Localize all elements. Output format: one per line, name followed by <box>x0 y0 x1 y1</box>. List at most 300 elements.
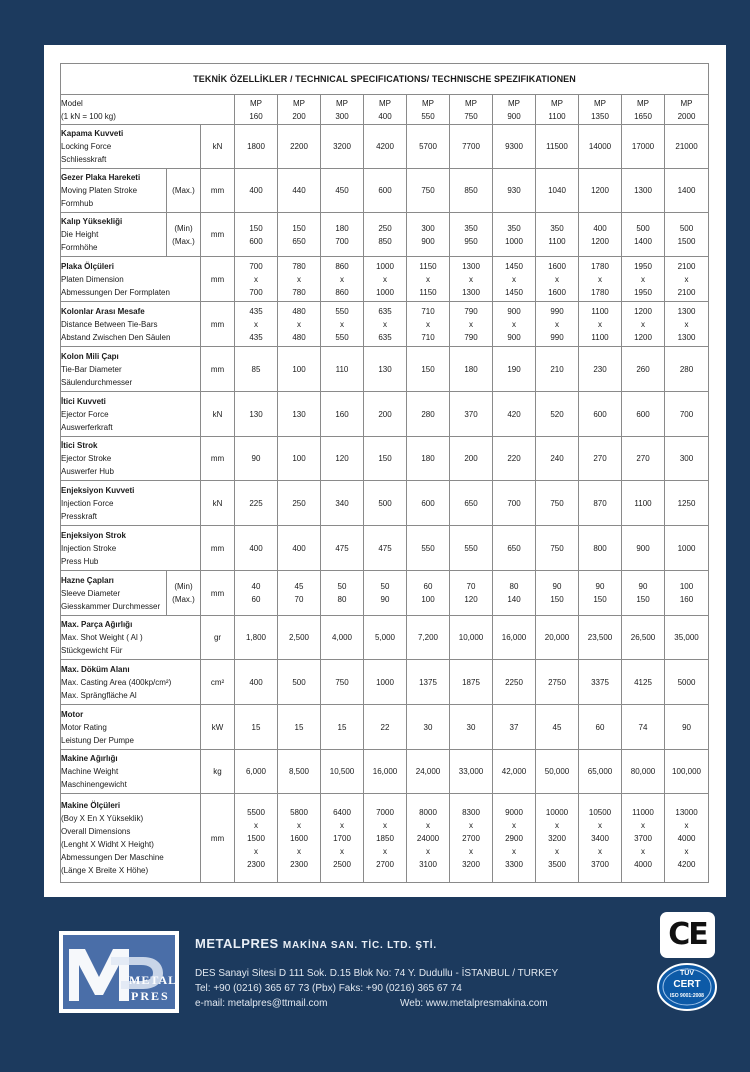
table-cell <box>622 616 665 660</box>
cell-line: 1375 <box>419 677 437 687</box>
cell-line: 35,000 <box>674 633 699 642</box>
cell-line: Säulendurchmesser <box>61 377 133 387</box>
cell-line: 400 <box>593 223 607 233</box>
table-row <box>61 660 709 705</box>
cell-line: 860 <box>335 287 349 297</box>
table-cell <box>278 257 321 302</box>
cell-line: 500 <box>679 223 694 233</box>
cell-line: 1200 <box>634 306 652 316</box>
table-cell <box>321 169 364 213</box>
cell-line: Max. Döküm Alanı <box>61 664 130 674</box>
cell-line: 220 <box>507 454 521 463</box>
table-cell <box>622 392 665 437</box>
cell-line: x <box>684 319 689 329</box>
table-cell <box>493 392 536 437</box>
cell-line: 100 <box>292 364 306 374</box>
cell-line: 1300 <box>677 332 696 342</box>
cell-line: 30 <box>423 722 433 732</box>
table-row <box>61 302 709 347</box>
table-cell <box>665 794 709 883</box>
cell-line: 700 <box>249 287 263 297</box>
cell-line: 80 <box>337 595 347 604</box>
cell-line: 90 <box>595 582 605 591</box>
cell-line: MP <box>293 98 305 108</box>
table-cell <box>235 302 278 347</box>
table-cell <box>622 169 665 213</box>
table-cell <box>407 526 450 571</box>
cell-line: 74 <box>638 722 648 732</box>
table-cell <box>579 169 622 213</box>
cell-line: x <box>254 820 258 830</box>
cell-line: x <box>555 846 559 856</box>
table-cell <box>407 481 450 526</box>
table-row <box>61 347 709 392</box>
table-cell <box>579 392 622 437</box>
table-cell <box>321 347 364 392</box>
table-cell <box>536 794 579 883</box>
cell-line: Max. Sprängfläche Al <box>61 690 137 700</box>
cell-line: 16,000 <box>501 633 527 642</box>
cell-line: 50,000 <box>544 767 570 776</box>
table-cell <box>235 437 278 481</box>
table-cell <box>450 660 493 705</box>
cell-line: 260 <box>636 364 650 374</box>
table-cell <box>536 705 579 750</box>
table-cell <box>450 526 493 571</box>
cell-line: 14000 <box>588 142 612 151</box>
table-cell <box>321 302 364 347</box>
cell-line: 710 <box>421 332 435 342</box>
table-cell <box>235 526 278 571</box>
cell-line: 700 <box>249 261 263 271</box>
cell-line: 4,000 <box>331 633 353 642</box>
table-cell <box>536 437 579 481</box>
cell-line: 60 <box>595 722 605 732</box>
table-cell <box>278 302 321 347</box>
cell-line: 200 <box>378 409 392 419</box>
cell-line: Injection Stroke <box>61 543 117 553</box>
cell-line: x <box>641 274 645 284</box>
row-unit: kg <box>201 750 235 794</box>
model-header <box>622 95 665 125</box>
cell-line: 45 <box>552 722 562 732</box>
table-cell <box>364 750 407 794</box>
cell-line: 1000 <box>505 236 523 246</box>
spec-sheet <box>44 45 726 897</box>
cell-line: x <box>297 274 301 284</box>
table-row <box>61 616 709 660</box>
cell-line: 5500 <box>247 807 265 817</box>
cell-line: x <box>383 846 387 856</box>
row-unit: mm <box>201 526 235 571</box>
table-cell <box>278 705 321 750</box>
table-row <box>61 481 709 526</box>
table-cell <box>450 571 493 616</box>
cell-line: 1200 <box>591 186 609 195</box>
table-cell <box>536 526 579 571</box>
cell-line: 990 <box>550 306 564 316</box>
cell-line: MP <box>336 98 348 108</box>
table-cell <box>450 213 493 257</box>
row-label <box>61 616 201 660</box>
table-cell <box>321 125 364 169</box>
cell-line: 280 <box>421 409 435 419</box>
cell-line: 900 <box>507 111 521 121</box>
cell-line: 2750 <box>548 677 566 687</box>
table-cell <box>536 213 579 257</box>
cell-line: 2700 <box>462 833 480 843</box>
cell-line: 15 <box>294 722 304 732</box>
cell-line: 1350 <box>591 111 609 121</box>
cell-line: 1000 <box>376 261 394 271</box>
cell-line: Kolonlar Arası Mesafe <box>61 306 145 316</box>
cell-line: 37 <box>509 722 519 732</box>
table-cell <box>321 794 364 883</box>
cell-line: 270 <box>593 454 607 463</box>
table-cell <box>493 660 536 705</box>
cell-line: 780 <box>292 287 306 297</box>
cell-line: 3375 <box>591 677 609 687</box>
company-address: DES Sanayi Sitesi D 111 Sok. D.15 Blok No: 74 Y. Dudullu - İSTANBUL / TURKEY <box>195 968 559 979</box>
cell-line: 45 <box>294 582 304 591</box>
cell-line: 1300 <box>462 287 480 297</box>
cell-line: 6,000 <box>245 767 267 776</box>
cell-line: 200 <box>292 111 306 121</box>
cell-line: 750 <box>550 543 564 553</box>
cell-line: 1450 <box>505 261 523 271</box>
cell-line: Ejector Force <box>61 409 109 419</box>
table-cell <box>665 481 709 526</box>
table-cell <box>321 571 364 616</box>
cell-line: x <box>684 274 689 284</box>
cell-line: 400 <box>249 677 263 687</box>
cell-line: 930 <box>507 186 521 195</box>
cell-line: 22 <box>380 722 390 732</box>
cell-line: Enjeksiyon Kuvveti <box>61 485 135 495</box>
table-row <box>61 571 709 616</box>
table-cell <box>407 660 450 705</box>
cell-line: 3100 <box>419 859 437 869</box>
cell-line: 2300 <box>247 859 265 869</box>
row-unit: gr <box>201 616 235 660</box>
cell-line: Auswerferkraft <box>61 422 113 432</box>
cell-line: 370 <box>464 409 478 419</box>
table-cell <box>364 526 407 571</box>
table-cell <box>278 347 321 392</box>
cell-line: 750 <box>550 498 564 508</box>
cell-line: 180 <box>421 454 435 463</box>
cell-line: 300 <box>421 223 435 233</box>
cell-line: MP <box>379 98 391 108</box>
cell-line: 85 <box>251 364 261 374</box>
table-cell <box>235 616 278 660</box>
cell-line: 1000 <box>376 677 394 687</box>
cell-line: 550 <box>464 543 478 553</box>
table-cell <box>622 750 665 794</box>
cell-line: MP <box>680 98 693 108</box>
table-cell <box>665 437 709 481</box>
cell-line: 9000 <box>505 807 523 817</box>
cell-line: 270 <box>636 454 650 463</box>
cell-line: 90 <box>638 582 648 591</box>
cell-line: 30 <box>466 722 476 732</box>
table-cell <box>364 705 407 750</box>
cell-line: 480 <box>292 332 306 342</box>
cell-line: 1100 <box>591 332 609 342</box>
cell-line: 1780 <box>591 261 609 271</box>
cell-line: 1500 <box>247 833 265 843</box>
table-cell <box>665 302 709 347</box>
cell-line: 5000 <box>677 677 696 687</box>
table-cell <box>622 660 665 705</box>
table-cell <box>665 750 709 794</box>
cell-line: 2100 <box>677 261 696 271</box>
cell-line: x <box>641 820 645 830</box>
cell-line: 9300 <box>505 142 523 151</box>
cell-line: 650 <box>464 498 478 508</box>
cell-line: 1300 <box>462 261 480 271</box>
cell-line: 480 <box>292 306 306 316</box>
cell-line: 700 <box>679 409 694 419</box>
table-cell <box>450 750 493 794</box>
table-cell <box>364 257 407 302</box>
cell-line: 200 <box>464 454 478 463</box>
cell-line: 750 <box>421 186 435 195</box>
table-cell <box>579 125 622 169</box>
cell-line: 190 <box>507 364 521 374</box>
cell-line: x <box>469 820 473 830</box>
cell-line: 1150 <box>419 261 437 271</box>
cell-line: Motor Rating <box>61 722 107 732</box>
table-cell <box>364 302 407 347</box>
cell-line: 10500 <box>588 807 612 817</box>
table-cell <box>321 392 364 437</box>
cell-line: 2700 <box>376 859 394 869</box>
table-cell <box>450 392 493 437</box>
table-cell <box>493 257 536 302</box>
table-title: TEKNİK ÖZELLİKLER / TECHNICAL SPECIFICATIONS/ TECHNISCHE SPEZIFIKATIONEN <box>61 64 709 95</box>
table-cell <box>235 571 278 616</box>
table-cell <box>235 705 278 750</box>
table-cell <box>579 660 622 705</box>
table-cell <box>450 125 493 169</box>
table-cell <box>407 125 450 169</box>
table-cell <box>235 125 278 169</box>
cell-line: 700 <box>335 236 349 246</box>
cell-line: 11500 <box>546 142 568 151</box>
cell-line: 400 <box>292 543 306 553</box>
cell-line: (Max.) <box>172 236 195 246</box>
table-cell <box>450 616 493 660</box>
cell-line: 150 <box>249 223 263 233</box>
table-cell <box>450 437 493 481</box>
cell-line: 1600 <box>290 833 308 843</box>
table-cell <box>622 213 665 257</box>
cell-line: 100 <box>292 454 306 463</box>
row-label <box>61 481 201 526</box>
table-cell <box>278 660 321 705</box>
cell-line: 1780 <box>591 287 609 297</box>
cell-line: 1300 <box>677 306 696 316</box>
cell-line: 1600 <box>548 287 566 297</box>
row-label <box>61 526 201 571</box>
cell-line: Leistung Der Pumpe <box>61 735 134 745</box>
table-cell <box>493 705 536 750</box>
cell-line: 3200 <box>462 859 480 869</box>
table-row <box>61 392 709 437</box>
cell-line: 340 <box>335 498 349 508</box>
table-cell <box>407 705 450 750</box>
cell-line: 790 <box>464 332 478 342</box>
cell-line: 17000 <box>631 142 655 151</box>
row-unit: kN <box>201 392 235 437</box>
table-row <box>61 526 709 571</box>
table-cell <box>321 481 364 526</box>
model-header-row <box>61 95 709 125</box>
table-row <box>61 750 709 794</box>
table-cell <box>579 302 622 347</box>
table-cell <box>536 302 579 347</box>
cell-line: 440 <box>292 186 306 195</box>
model-header <box>536 95 579 125</box>
model-header <box>235 95 278 125</box>
cell-line: 130 <box>292 409 306 419</box>
cell-line: 1850 <box>376 833 394 843</box>
table-cell <box>493 302 536 347</box>
cell-line: 2000 <box>677 111 696 121</box>
cell-line: 150 <box>378 454 392 463</box>
cell-line: 860 <box>335 261 349 271</box>
cell-line: x <box>426 846 430 856</box>
table-cell <box>364 571 407 616</box>
row-unit: kN <box>201 481 235 526</box>
cell-line: Maschinengewicht <box>61 780 127 789</box>
table-cell <box>364 392 407 437</box>
logo-text-metal: METAL <box>129 973 178 987</box>
cell-line: Formhöhe <box>61 243 98 252</box>
table-cell <box>450 481 493 526</box>
table-cell <box>622 347 665 392</box>
cell-line: 520 <box>550 409 564 419</box>
cell-line: 650 <box>292 236 306 246</box>
table-cell <box>235 169 278 213</box>
cell-line: 100,000 <box>672 767 701 776</box>
cell-line: Machine Weight <box>61 767 119 776</box>
cell-line: (Max.) <box>172 595 195 604</box>
table-cell <box>579 257 622 302</box>
company-web: Web: www.metalpresmakina.com <box>400 998 548 1009</box>
cell-line: 250 <box>378 223 392 233</box>
cell-line: 475 <box>378 543 392 553</box>
row-unit: kN <box>201 125 235 169</box>
table-cell <box>407 347 450 392</box>
model-header <box>450 95 493 125</box>
cell-line: 210 <box>550 364 564 374</box>
table-cell <box>665 616 709 660</box>
cell-line: 635 <box>378 332 392 342</box>
cell-line: x <box>469 846 473 856</box>
table-cell <box>579 526 622 571</box>
cell-line: 5,000 <box>374 633 396 642</box>
cell-line: 1000 <box>376 287 394 297</box>
table-cell <box>622 794 665 883</box>
cell-line: 2250 <box>505 677 523 687</box>
table-cell <box>665 660 709 705</box>
cell-line: 150 <box>593 595 607 604</box>
row-label <box>61 392 201 437</box>
table-cell <box>536 125 579 169</box>
cell-line: x <box>340 274 344 284</box>
cell-line: (Min) <box>174 223 193 233</box>
table-cell <box>278 169 321 213</box>
row-unit: mm <box>201 169 235 213</box>
table-cell <box>321 750 364 794</box>
cell-line: 70 <box>294 595 304 604</box>
table-cell <box>665 213 709 257</box>
row-qualifier <box>167 213 201 257</box>
table-cell <box>450 705 493 750</box>
table-cell <box>622 705 665 750</box>
cell-line: 710 <box>421 306 435 316</box>
cell-line: 600 <box>421 498 435 508</box>
cell-line: 160 <box>335 409 349 419</box>
cell-line: 990 <box>550 332 564 342</box>
cell-line: 60 <box>251 595 261 604</box>
cell-line: MP <box>422 98 434 108</box>
table-cell <box>536 169 579 213</box>
cell-line: 900 <box>507 306 521 316</box>
tuv-cert-icon <box>656 962 718 1012</box>
cell-line: 100 <box>679 582 694 591</box>
cell-line: 8,500 <box>288 767 310 776</box>
model-header <box>493 95 536 125</box>
cell-line: MP <box>465 98 477 108</box>
table-cell <box>321 705 364 750</box>
cell-line: 950 <box>464 236 478 246</box>
cell-line: Press Hub <box>61 556 99 566</box>
cell-line: 3200 <box>548 833 566 843</box>
cell-line: 750 <box>335 677 349 687</box>
cell-line: 800 <box>593 543 607 553</box>
table-cell <box>278 213 321 257</box>
cell-line: x <box>598 820 602 830</box>
cell-line: 180 <box>464 364 478 374</box>
table-cell <box>364 481 407 526</box>
table-cell <box>622 526 665 571</box>
table-cell <box>321 257 364 302</box>
cell-line: 1400 <box>634 236 652 246</box>
cell-line: 1700 <box>333 833 351 843</box>
model-header <box>364 95 407 125</box>
cell-line: 850 <box>464 186 478 195</box>
table-cell <box>579 213 622 257</box>
cell-line: 280 <box>679 364 694 374</box>
cell-line: Locking Force <box>61 142 112 151</box>
company-email: e-mail: metalpres@ttmail.com <box>195 998 328 1009</box>
table-cell <box>450 347 493 392</box>
cell-line: 780 <box>292 261 306 271</box>
table-cell <box>407 571 450 616</box>
cell-line: x <box>641 846 645 856</box>
table-cell <box>364 125 407 169</box>
cell-line: Platen Dimension <box>61 274 124 284</box>
cell-line: 70 <box>466 582 476 591</box>
cell-line: 7,200 <box>417 633 439 642</box>
cell-line: x <box>383 319 387 329</box>
cell-line: 650 <box>507 543 521 553</box>
cell-line: x <box>340 319 344 329</box>
table-cell <box>278 125 321 169</box>
